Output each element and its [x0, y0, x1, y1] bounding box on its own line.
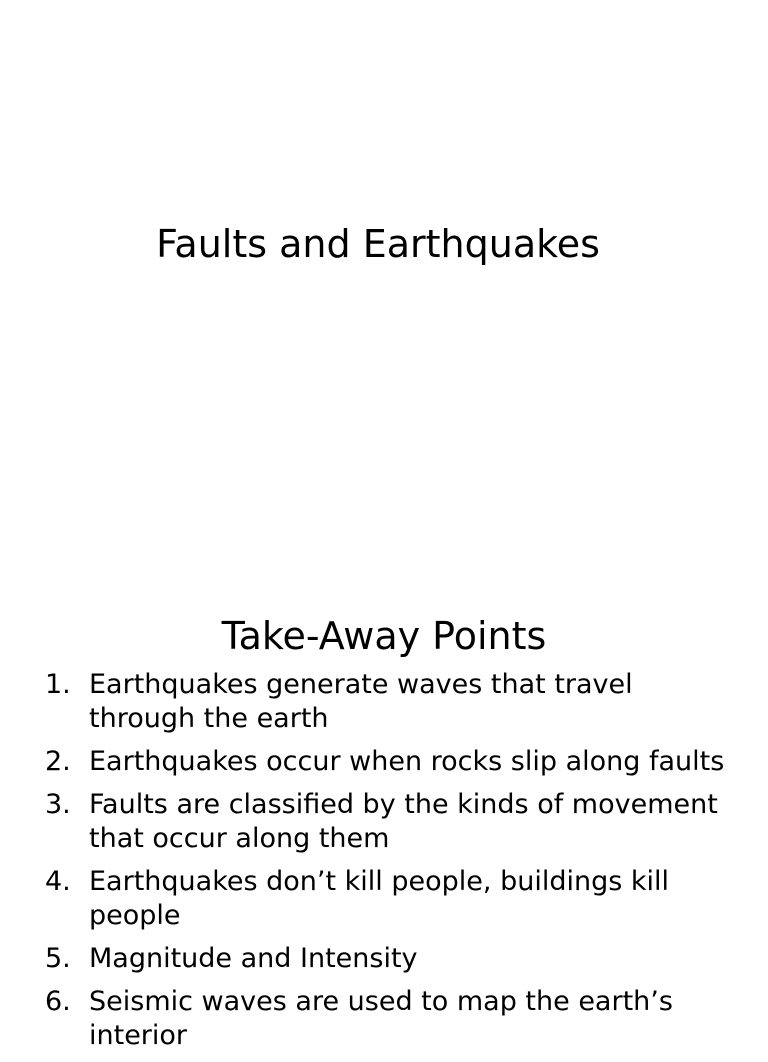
list-item-number: 3. [45, 789, 71, 820]
list-item-text: Seismic waves are used to map the earth’s interior [89, 986, 673, 1051]
list-item [0, 865, 768, 933]
list-item [0, 745, 768, 779]
list-item-number: 5. [45, 943, 71, 974]
list-item-number: 2. [45, 746, 71, 777]
list-item-text: Magnitude and Intensity [89, 943, 418, 974]
list-item-number: 6. [45, 986, 71, 1017]
list-item-text: Faults are classified by the kinds of movement that occur along them [89, 789, 718, 854]
list-item [0, 788, 768, 856]
list-item-text: Earthquakes don’t kill people, buildings kill people [89, 866, 669, 931]
list-item [0, 942, 768, 976]
slide-title: Faults and Earthquakes [156, 222, 600, 266]
list-item-text: Earthquakes generate waves that travel through the earth [89, 669, 633, 734]
list-item-text: Earthquakes occur when rocks slip along faults [89, 746, 725, 777]
list-item [0, 985, 768, 1053]
takeaway-heading: Take-Away Points [221, 614, 547, 658]
list-item [0, 668, 768, 736]
takeaway-list [0, 668, 768, 1062]
list-item-number: 1. [45, 669, 71, 700]
list-item-number: 4. [45, 866, 71, 897]
